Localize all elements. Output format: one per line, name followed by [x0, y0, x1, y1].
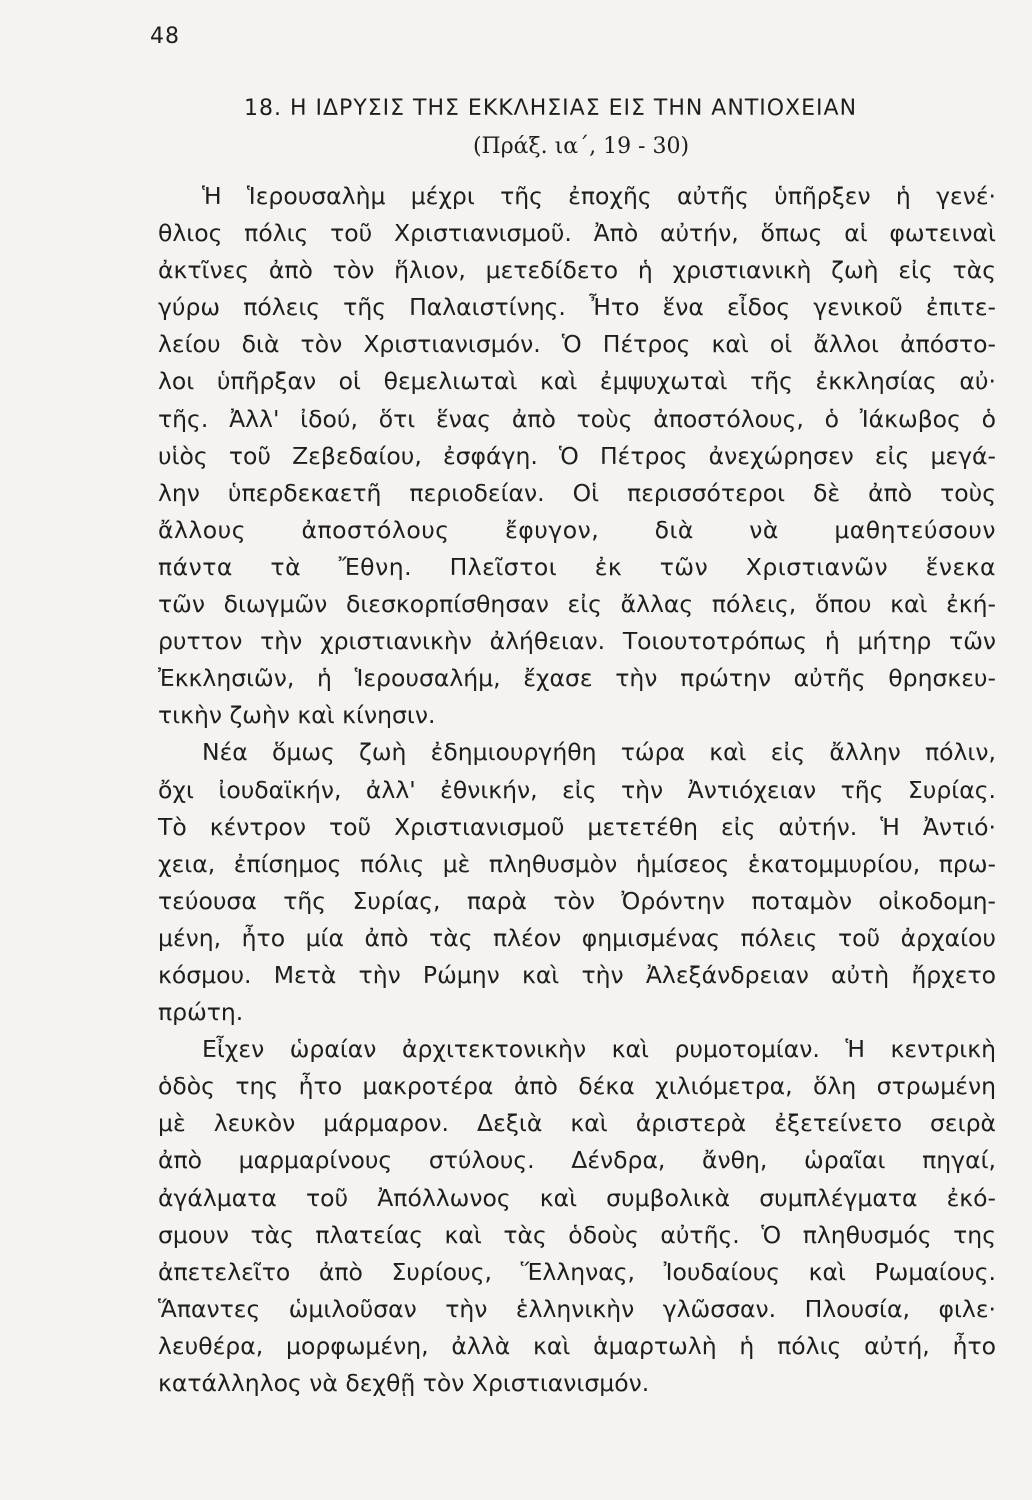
text-line: τικὴν ζωὴν καὶ κίνησιν. [158, 701, 436, 730]
text-line: ἀπὸ μαρμαρίνους στύλους. Δένδρα, ἄνθη, ὡραῖαι πηγαί, [158, 1146, 996, 1175]
section-heading: 18. Η ΙΔΡΥΣΙΣ ΤΗΣ ΕΚΚΛΗΣΙΑΣ ΕΙΣ ΤΗΝ ΑΝΤΙΟΧΕΙΑΝ [244, 96, 858, 121]
body-text [158, 178, 996, 1402]
text-line: Εἶχεν ὡραίαν ἀρχιτεκτονικὴν καὶ ρυμοτομίαν. Ἡ κεντρικὴ [202, 1035, 996, 1064]
page-number: 48 [150, 24, 180, 49]
text-line: πρώτη. [158, 998, 244, 1027]
text-line: υἱὸς τοῦ Ζεβεδαίου, ἐσφάγη. Ὁ Πέτρος ἀνεχώρησεν εἰς μεγά- [158, 441, 996, 470]
text-line: λευθέρα, μορφωμένη, ἀλλὰ καὶ ἁμαρτωλὴ ἡ πόλις αὐτή, ἦτο [158, 1331, 996, 1360]
text-line: λοι ὑπῆρξαν οἱ θεμελιωταὶ καὶ ἐμψυχωταὶ τῆς ἐκκλησίας αὐ· [158, 367, 996, 396]
text-line: πάντα τὰ Ἔθνη. Πλεῖστοι ἐκ τῶν Χριστιανῶν ἕνεκα [158, 552, 996, 581]
text-line: χεια, ἐπίσημος πόλις μὲ πληθυσμὸν ἡμίσεος ἑκατομμυρίου, πρω- [158, 849, 996, 878]
text-line: ὄχι ἰουδαϊκήν, ἀλλ' ἐθνικήν, εἰς τὴν Ἀντιόχειαν τῆς Συρίας. [158, 775, 996, 804]
text-line: μένη, ἦτο μία ἀπὸ τὰς πλέον φημισμένας πόλεις τοῦ ἀρχαίου [158, 923, 996, 952]
text-line: σμουν τὰς πλατείας καὶ τὰς ὁδοὺς αὐτῆς. Ὁ πληθυσμός της [158, 1220, 996, 1249]
text-line: ρυττον τὴν χριστιανικὴν ἀλήθειαν. Τοιουτοτρόπως ἡ μήτηρ τῶν [158, 627, 996, 656]
text-line: ἀγάλματα τοῦ Ἀπόλλωνος καὶ συμβολικὰ συμπλέγματα ἐκό- [158, 1183, 996, 1212]
text-line: Νέα ὅμως ζωὴ ἐδημιουργήθη τώρα καὶ εἰς ἄλλην πόλιν, [202, 738, 996, 767]
text-line: τῶν διωγμῶν διεσκορπίσθησαν εἰς ἄλλας πόλεις, ὅπου καὶ ἐκή- [158, 590, 996, 619]
text-line: ὁδὸς της ἦτο μακροτέρα ἀπὸ δέκα χιλιόμετρα, ὅλη στρωμένη [158, 1072, 996, 1101]
text-line: λην ὑπερδεκαετῆ περιοδείαν. Οἱ περισσότεροι δὲ ἀπὸ τοὺς [158, 478, 996, 507]
text-line: Τὸ κέντρον τοῦ Χριστιανισμοῦ μετετέθη εἰς αὐτήν. Ἡ Ἀντιό· [158, 812, 996, 841]
text-line: θλιος πόλις τοῦ Χριστιανισμοῦ. Ἀπὸ αὐτήν, ὅπως αἱ φωτειναὶ [158, 219, 996, 248]
text-line: τῆς. Ἀλλ' ἰδού, ὅτι ἕνας ἀπὸ τοὺς ἀποστόλους, ὁ Ἰάκωβος ὁ [158, 404, 996, 433]
text-line: Ἐκκλησιῶν, ἡ Ἱερουσαλήμ, ἔχασε τὴν πρώτην αὐτῆς θρησκευ- [158, 664, 996, 693]
text-line: ἄλλους ἀποστόλους ἔφυγον, διὰ νὰ μαθητεύσουν [158, 515, 996, 544]
text-line: μὲ λευκὸν μάρμαρον. Δεξιὰ καὶ ἀριστερὰ ἐξετείνετο σειρὰ [158, 1109, 996, 1138]
text-line: λείου διὰ τὸν Χριστιανισμόν. Ὁ Πέτρος καὶ οἱ ἄλλοι ἀπόστο- [158, 330, 996, 359]
text-line: κόσμου. Μετὰ τὴν Ρώμην καὶ τὴν Ἀλεξάνδρειαν αὐτὴ ἤρχετο [158, 960, 996, 989]
text-line: ἀκτῖνες ἀπὸ τὸν ἥλιον, μετεδίδετο ἡ χριστιανικὴ ζωὴ εἰς τὰς [158, 256, 996, 285]
text-line: τεύουσα τῆς Συρίας, παρὰ τὸν Ὀρόντην ποταμὸν οἰκοδομη- [158, 886, 996, 915]
text-line: γύρω πόλεις τῆς Παλαιστίνης. Ἦτο ἕνα εἶδος γενικοῦ ἐπιτε- [158, 293, 996, 322]
text-line: Ἅπαντες ὡμιλοῦσαν τὴν ἑλληνικὴν γλῶσσαν. Πλουσία, φιλε· [158, 1294, 996, 1323]
scripture-reference: (Πράξ. ια΄, 19 - 30) [472, 134, 690, 159]
text-line: ἀπετελεῖτο ἀπὸ Συρίους, Ἕλληνας, Ἰουδαίους καὶ Ρωμαίους. [158, 1257, 996, 1286]
text-line: κατάλληλος νὰ δεχθῇ τὸν Χριστιανισμόν. [158, 1369, 650, 1397]
text-line: Ἡ Ἱερουσαλὴμ μέχρι τῆς ἐποχῆς αὐτῆς ὑπῆρξεν ἡ γενέ· [202, 182, 996, 210]
